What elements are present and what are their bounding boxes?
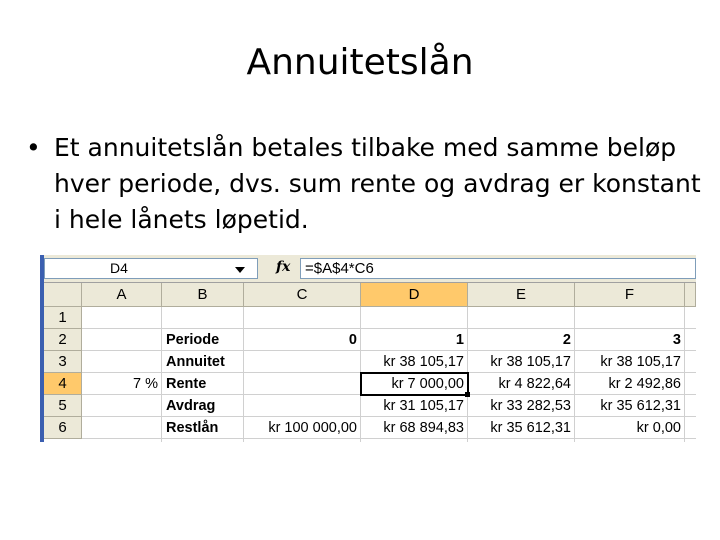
slide-title: Annuitetslån bbox=[246, 42, 474, 83]
fill-handle[interactable] bbox=[465, 392, 470, 397]
formula-text: =$A$4*C6 bbox=[305, 260, 374, 277]
bullet-dot-icon: • bbox=[26, 133, 41, 162]
row-header-5[interactable]: 5 bbox=[44, 395, 82, 417]
cell-f3[interactable]: kr 38 105,17 bbox=[600, 354, 681, 370]
cell-b3[interactable]: Annuitet bbox=[166, 354, 225, 370]
name-box[interactable] bbox=[44, 258, 258, 279]
column-header-next[interactable] bbox=[685, 283, 696, 307]
cell-c6[interactable]: kr 100 000,00 bbox=[268, 420, 357, 436]
spreadsheet-screenshot bbox=[40, 255, 696, 442]
column-header-c[interactable]: C bbox=[244, 283, 361, 307]
active-cell-border bbox=[360, 372, 469, 396]
cell-a4[interactable]: 7 % bbox=[133, 376, 158, 392]
cell-e5[interactable]: kr 33 282,53 bbox=[490, 398, 571, 414]
cell-e4[interactable]: kr 4 822,64 bbox=[498, 376, 571, 392]
cell-e3[interactable]: kr 38 105,17 bbox=[490, 354, 571, 370]
bullet-text: Et annuitetslån betales tilbake med samme beløp hver periode, dvs. sum rente og avdrag er konstant i hele lånets løpetid. bbox=[54, 133, 701, 234]
row-header-3[interactable]: 3 bbox=[44, 351, 82, 373]
cell-f6[interactable]: kr 0,00 bbox=[636, 420, 681, 436]
cell-c2[interactable]: 0 bbox=[348, 332, 357, 348]
column-header-a[interactable]: A bbox=[82, 283, 162, 307]
cell-d6[interactable]: kr 68 894,83 bbox=[383, 420, 464, 436]
row-header-6[interactable]: 6 bbox=[44, 417, 82, 439]
cell-f2[interactable]: 3 bbox=[672, 332, 681, 348]
cell-d5[interactable]: kr 31 105,17 bbox=[383, 398, 464, 414]
cell-d3[interactable]: kr 38 105,17 bbox=[383, 354, 464, 370]
cell-f4[interactable]: kr 2 492,86 bbox=[608, 376, 681, 392]
row-header-4[interactable]: 4 bbox=[44, 373, 82, 395]
cell-d2[interactable]: 1 bbox=[455, 332, 464, 348]
cell-d4[interactable]: kr 7 000,00 bbox=[391, 376, 464, 392]
formula-bar bbox=[44, 255, 696, 283]
column-header-e[interactable]: E bbox=[468, 283, 575, 307]
cell-b2[interactable]: Periode bbox=[166, 332, 220, 348]
cell-b4[interactable]: Rente bbox=[166, 376, 207, 392]
column-header-f[interactable]: F bbox=[575, 283, 685, 307]
column-header-d[interactable]: D bbox=[361, 283, 468, 307]
column-header-b[interactable]: B bbox=[162, 283, 244, 307]
cell-e6[interactable]: kr 35 612,31 bbox=[490, 420, 571, 436]
select-all-corner[interactable] bbox=[44, 283, 82, 307]
chevron-down-icon[interactable] bbox=[235, 267, 245, 273]
cell-b5[interactable]: Avdrag bbox=[166, 398, 216, 414]
function-icon[interactable]: fx bbox=[276, 259, 291, 275]
row-header-2[interactable]: 2 bbox=[44, 329, 82, 351]
cell-b6[interactable]: Restlån bbox=[166, 420, 219, 436]
formula-input[interactable] bbox=[300, 258, 696, 279]
row-header-1[interactable]: 1 bbox=[44, 307, 82, 329]
cell-f5[interactable]: kr 35 612,31 bbox=[600, 398, 681, 414]
name-box-value: D4 bbox=[110, 260, 128, 276]
cell-e2[interactable]: 2 bbox=[562, 332, 571, 348]
